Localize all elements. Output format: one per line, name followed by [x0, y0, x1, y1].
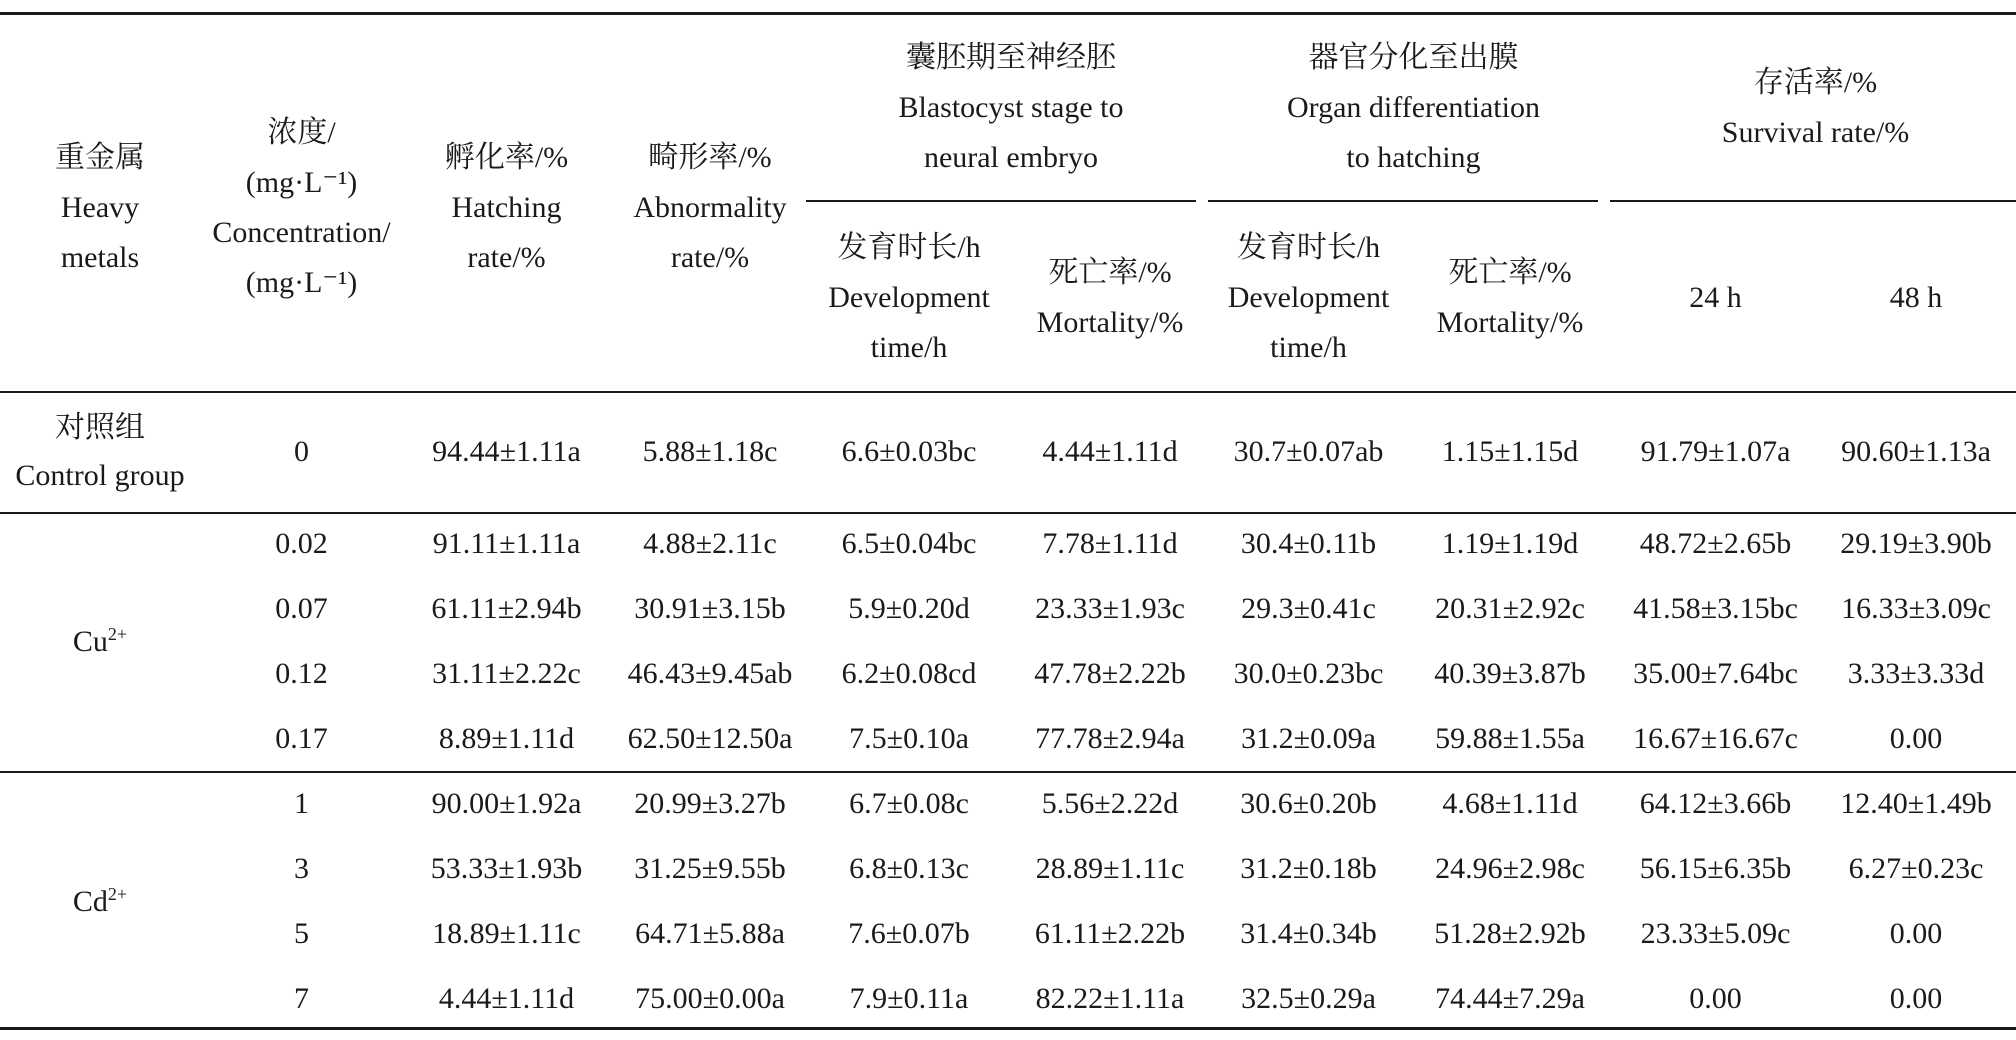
table-cell: 1.19±1.19d — [1441, 527, 1579, 560]
table-cell: 20.31±2.92c — [1435, 592, 1585, 625]
table-cell: 82.22±1.11a — [1035, 982, 1185, 1015]
table-cell: 64.71±5.88a — [635, 917, 785, 950]
group-header-organ: 器官分化至出膜 Organ differentiation to hatching — [1287, 41, 1540, 174]
table-cell: 16.33±3.09c — [1841, 592, 1991, 625]
table-cell: 94.44±1.11a — [432, 435, 581, 468]
table-cell: 4.88±2.11c — [643, 527, 777, 560]
table-cell: 31.11±2.22c — [432, 657, 581, 690]
table-cell: 74.44±7.29a — [1435, 982, 1585, 1015]
table-cell: 5.56±2.22d — [1041, 787, 1179, 820]
bottom-rule — [0, 1027, 2016, 1030]
group-header-blastocyst: 囊胚期至神经胚 Blastocyst stage to neural embryo — [898, 41, 1124, 174]
table-cell: 75.00±0.00a — [635, 982, 785, 1015]
table-cell: 30.0±0.23bc — [1233, 657, 1384, 690]
table-cell: 6.27±0.23c — [1848, 852, 1984, 885]
table-cell: 23.33±1.93c — [1035, 592, 1185, 625]
top-rule — [0, 12, 2016, 15]
table-cell: 46.43±9.45ab — [627, 657, 793, 690]
table-cell: 32.5±0.29a — [1241, 982, 1376, 1015]
table-cell: 0.17 — [275, 722, 328, 755]
table-cell: 3 — [294, 852, 309, 885]
table-cell: 7.6±0.07b — [848, 917, 970, 950]
table-cell: 90.00±1.92a — [431, 787, 582, 820]
table-cell: 56.15±6.35b — [1639, 852, 1792, 885]
group-separator-rule — [0, 771, 2016, 773]
table-cell: 24.96±2.98c — [1435, 852, 1585, 885]
group-rule-blastocyst — [806, 200, 1196, 202]
table-cell: 62.50±12.50a — [627, 722, 793, 755]
table-cell: 5 — [294, 917, 309, 950]
table-cell: 7.78±1.11d — [1042, 527, 1178, 560]
table-cell: 18.89±1.11c — [432, 917, 581, 950]
header-abnormality-rate: 畸形率/% Abnormality rate/% — [633, 141, 787, 274]
table-cell: 41.58±3.15bc — [1633, 592, 1798, 625]
table-cell: 7 — [294, 982, 309, 1015]
subheader-48h: 48 h — [1889, 281, 1943, 314]
table-cell: 0.07 — [275, 592, 328, 625]
table-cell: 61.11±2.22b — [1034, 917, 1186, 950]
group-separator-rule — [0, 512, 2016, 514]
table-cell: 90.60±1.13a — [1841, 435, 1991, 468]
table-cell: 30.4±0.11b — [1240, 527, 1377, 560]
table-cell: 47.78±2.22b — [1034, 657, 1186, 690]
table-cell: 31.4±0.34b — [1240, 917, 1377, 950]
table-cell: 29.3±0.41c — [1241, 592, 1376, 625]
table-cell: 53.33±1.93b — [430, 852, 583, 885]
group-label: 对照组 Control group — [15, 411, 185, 492]
table-cell: 7.9±0.11a — [849, 982, 969, 1015]
table-cell: 12.40±1.49b — [1840, 787, 1992, 820]
subheader-mortality: 死亡率/% Mortality/% — [1436, 256, 1584, 339]
table-cell: 91.79±1.07a — [1640, 435, 1791, 468]
subheader-development-time: 发育时长/h Development time/h — [1227, 231, 1390, 364]
table-cell: 0.00 — [1889, 982, 1943, 1015]
table-cell: 77.78±2.94a — [1035, 722, 1185, 755]
group-label: $Cu^{2+}$ — [72, 624, 128, 658]
header-heavy-metals: 重金属 Heavy metals — [55, 141, 145, 274]
table-cell: 0.00 — [1889, 917, 1943, 950]
table-cell: 59.88±1.55a — [1435, 722, 1585, 755]
table-cell: 91.11±1.11a — [432, 527, 581, 560]
table-cell: 0.02 — [275, 527, 328, 560]
subheader-24h: 24 h — [1689, 281, 1742, 314]
table-cell: 20.99±3.27b — [634, 787, 786, 820]
table-cell: 0 — [294, 435, 309, 468]
group-header-survival: 存活率/% Survival rate/% — [1721, 66, 1910, 149]
group-rule-survival — [1610, 200, 2016, 202]
header-bottom-rule — [0, 391, 2016, 393]
table-cell: 30.6±0.20b — [1240, 787, 1377, 820]
table-cell: 6.7±0.08c — [849, 787, 969, 820]
table-cell: 28.89±1.11c — [1035, 852, 1185, 885]
table-cell: 30.7±0.07ab — [1233, 435, 1384, 468]
table-cell: 23.33±5.09c — [1640, 917, 1791, 950]
table-cell: 6.6±0.03bc — [841, 435, 977, 468]
table-cell: 7.5±0.10a — [849, 722, 969, 755]
table-cell: 8.89±1.11d — [438, 722, 575, 755]
table-cell: 35.00±7.64bc — [1633, 657, 1798, 690]
table-cell: 29.19±3.90b — [1840, 527, 1992, 560]
table-cell: 16.67±16.67c — [1633, 722, 1798, 755]
table-cell: 0.00 — [1689, 982, 1742, 1015]
table-cell: 1 — [294, 787, 309, 820]
table-cell: 40.39±3.87b — [1434, 657, 1586, 690]
table-cell: 6.5±0.04bc — [841, 527, 977, 560]
table-cell: 31.25±9.55b — [634, 852, 786, 885]
table-cell: 4.44±1.11d — [1042, 435, 1178, 468]
table-cell: 6.8±0.13c — [849, 852, 969, 885]
header-hatching-rate: 孵化率/% Hatching rate/% — [444, 141, 569, 274]
table-cell: 51.28±2.92b — [1434, 917, 1586, 950]
table-cell: 4.68±1.11d — [1442, 787, 1578, 820]
table-cell: 30.91±3.15b — [634, 592, 786, 625]
table-cell: 4.44±1.11d — [438, 982, 575, 1015]
table-cell: 64.12±3.66b — [1639, 787, 1792, 820]
table-cell: 31.2±0.09a — [1241, 722, 1376, 755]
subheader-mortality: 死亡率/% Mortality/% — [1036, 256, 1184, 339]
group-label: $Cd^{2+}$ — [72, 884, 128, 918]
table-cell: 61.11±2.94b — [431, 592, 582, 625]
group-rule-organ — [1208, 200, 1598, 202]
table-cell: 31.2±0.18b — [1240, 852, 1377, 885]
table-cell: 3.33±3.33d — [1847, 657, 1985, 690]
table-cell: 5.9±0.20d — [848, 592, 970, 625]
header-concentration: 浓度/ (mg·L⁻¹) Concentration/ (mg·L⁻¹) — [212, 116, 391, 299]
table-cell: 0.12 — [275, 657, 328, 690]
table-cell: 5.88±1.18c — [642, 435, 778, 468]
table-cell: 6.2±0.08cd — [841, 657, 977, 690]
subheader-development-time: 发育时长/h Development time/h — [828, 231, 990, 364]
table-cell: 48.72±2.65b — [1639, 527, 1792, 560]
table-cell: 1.15±1.15d — [1441, 435, 1579, 468]
table-cell: 0.00 — [1889, 722, 1943, 755]
